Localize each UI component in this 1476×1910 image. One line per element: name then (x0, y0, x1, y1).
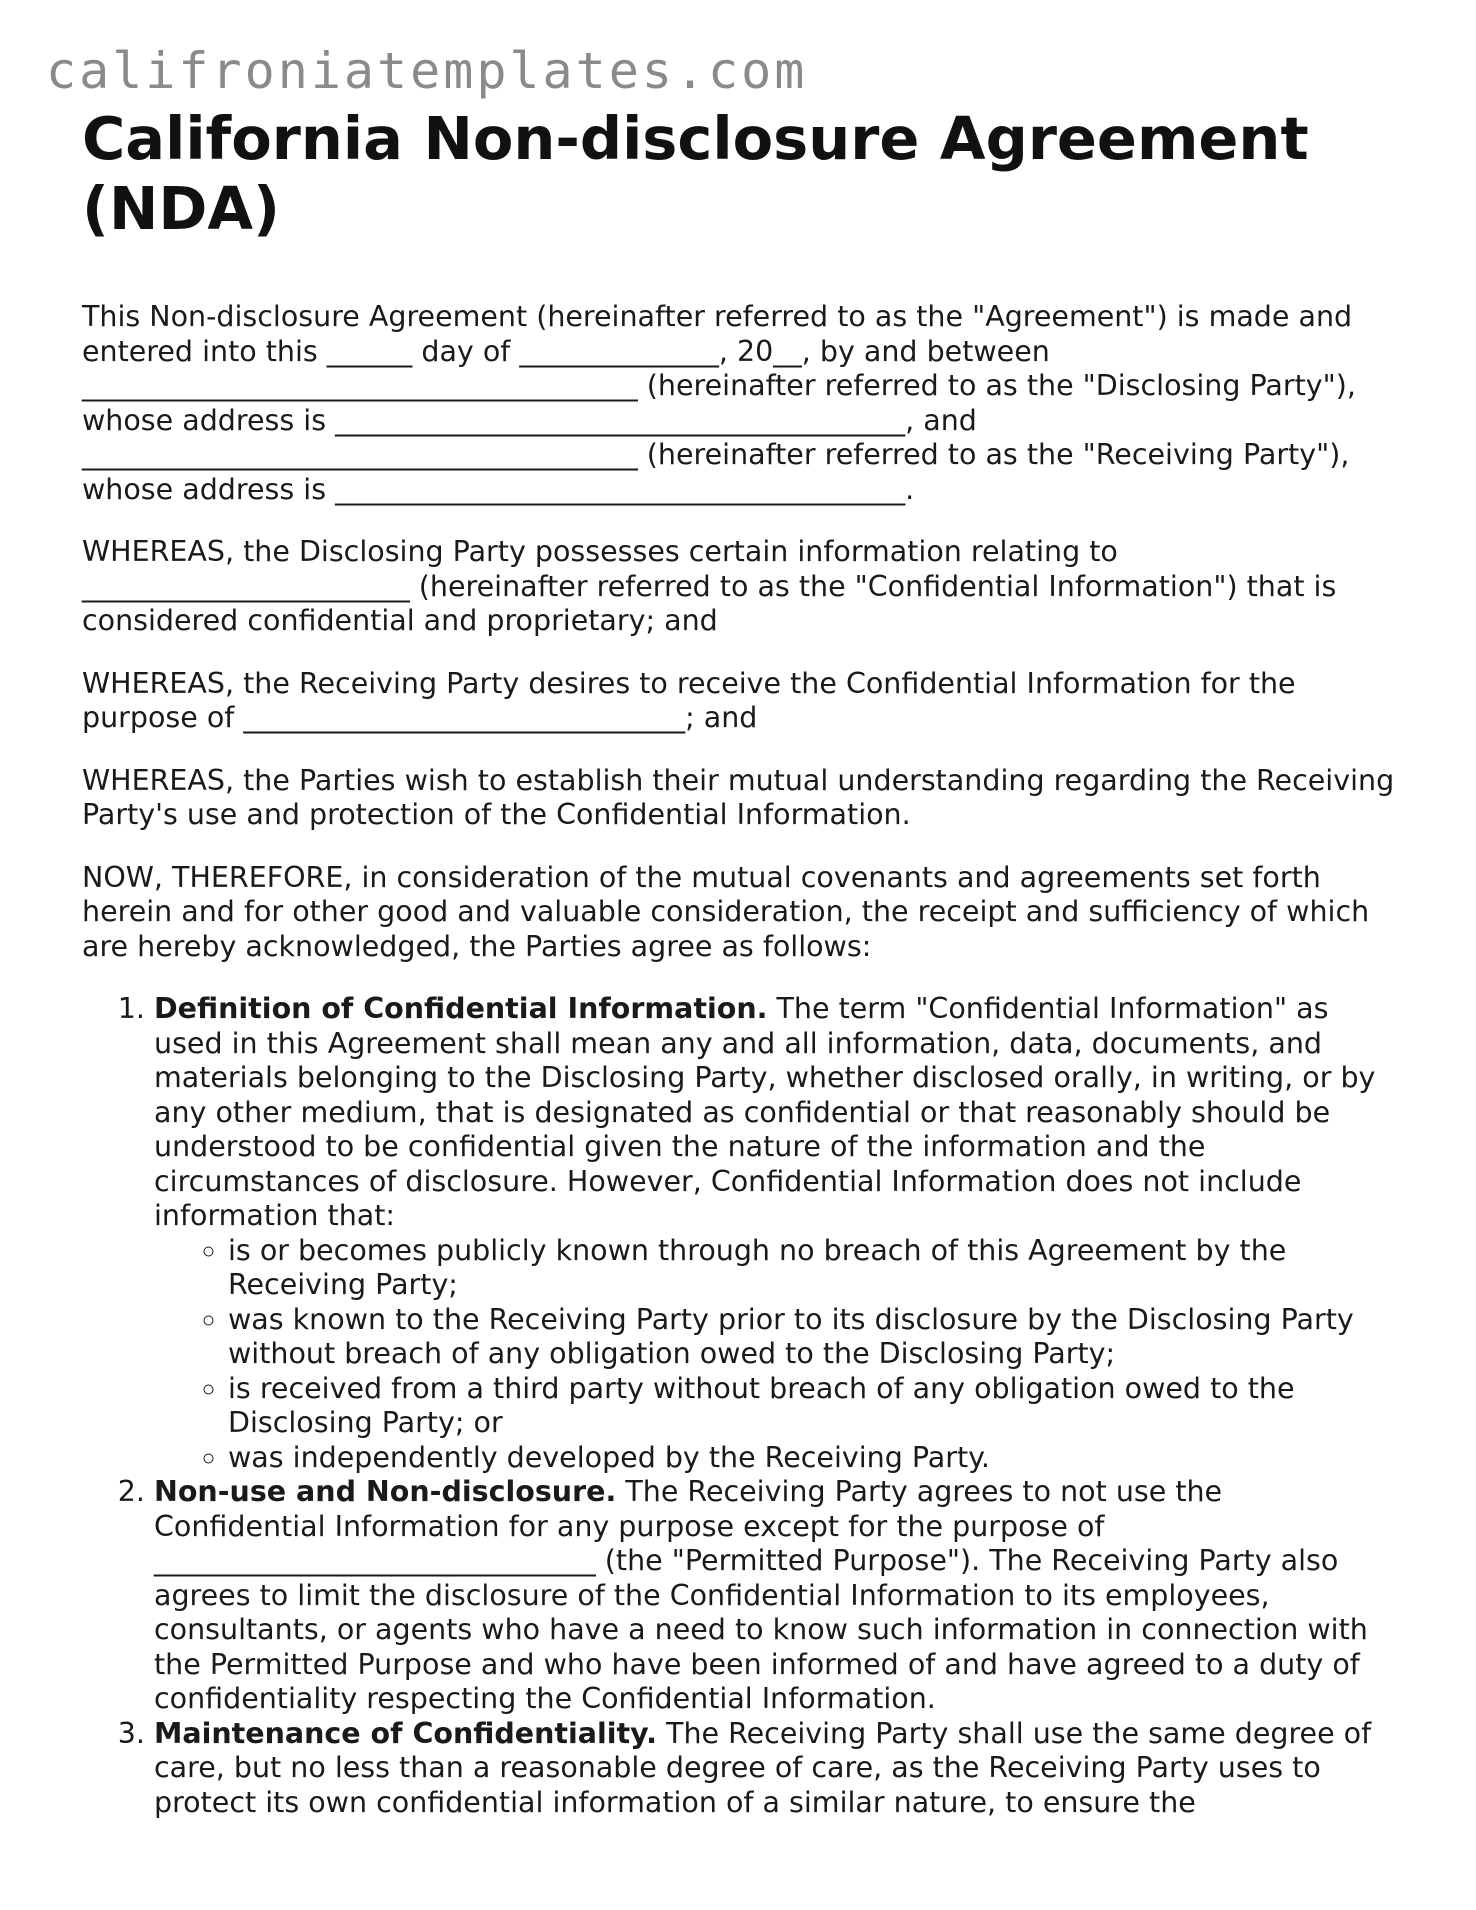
section-heading: Non-use and Non-disclosure. (154, 1475, 617, 1508)
whereas-mutual-paragraph: WHEREAS, the Parties wish to establish their mutual understanding regarding the Receiving Party's use and protection of the Confidential Information. (82, 763, 1395, 831)
document-title: California Non-disclosure Agreement (NDA) (82, 104, 1309, 243)
list-item: ◦ is or becomes publicly known through no breach of this Agreement by the Receiving Party; (228, 1234, 1402, 1303)
section-heading: Maintenance of Confidentiality. (154, 1716, 657, 1750)
section-heading: Definition of Confidential Information. (154, 992, 768, 1025)
section-text: The Receiving Party agrees to not use the Confidential Information for any purpose except for the purpose of _______________________________ (the "Permitted Purpose"). The Receiving Party also agrees to limit the disclosure of the Confidential Information to its employees, consultants, or agents who have a need to know such information in connection with the Permitted Purpose and who have been informed of and have agreed to a duty of confidentiality respecting the Confidential Information. (154, 1475, 1368, 1715)
now-therefore-paragraph: NOW, THEREFORE, in consideration of the mutual covenants and agreements set forth herein and for other good and valuable consideration, the receipt and sufficiency of which are hereby acknowledged, the Parties agree as follows: (82, 860, 1370, 963)
list-item: ◦ is received from a third party without breach of any obligation owed to the Disclosing Party; or (228, 1372, 1402, 1441)
document-body (82, 300, 1402, 1820)
section-maintenance (154, 1717, 1402, 1821)
exclusions-list (154, 1234, 1402, 1476)
list-item: ◦ was independently developed by the Receiving Party. (228, 1441, 1402, 1476)
intro-paragraph: This Non-disclosure Agreement (hereinafter referred to as the "Agreement") is made and entered into this ______ day of ______________, 20__, by and between _______________________________________ (hereinafter referred to as the "Disclosing Party"), whose address is ________________________________________, and _______________________________________ (hereinafter referred to as the "Receiving Party"), whose address is ________________________________________. (82, 300, 1356, 506)
section-text: The term "Confidential Information" as used in this Agreement shall mean any and all information, data, documents, and materials belonging to the Disclosing Party, whether disclosed orally, in writing, or by any other medium, that is designated as confidential or that reasonably should be understood to be confidential given the nature of the information and the circumstances of disclosure. However, Confidential Information does not include information that: (154, 992, 1376, 1232)
whereas-purpose-paragraph: WHEREAS, the Receiving Party desires to receive the Confidential Information for the purpose of _______________________________; and (82, 666, 1296, 734)
section-non-use (154, 1475, 1402, 1717)
document-page (82, 104, 1402, 1820)
numbered-sections (82, 992, 1402, 1820)
watermark: califroniatemplates.com (46, 42, 808, 100)
whereas-confidential-paragraph: WHEREAS, the Disclosing Party possesses certain information relating to _______________________ (hereinafter referred to as the "Confidential Information") that is considered confidential and proprietary; and (82, 535, 1337, 637)
section-text: The Receiving Party shall use the same degree of care, but no less than a reasonable degree of care, as the Receiving Party uses to protect its own confidential information of a similar nature, to ensure the (154, 1716, 1372, 1819)
list-item: ◦ was known to the Receiving Party prior to its disclosure by the Disclosing Party without breach of any obligation owed to the Disclosing Party; (228, 1303, 1402, 1372)
section-definition (154, 992, 1402, 1475)
